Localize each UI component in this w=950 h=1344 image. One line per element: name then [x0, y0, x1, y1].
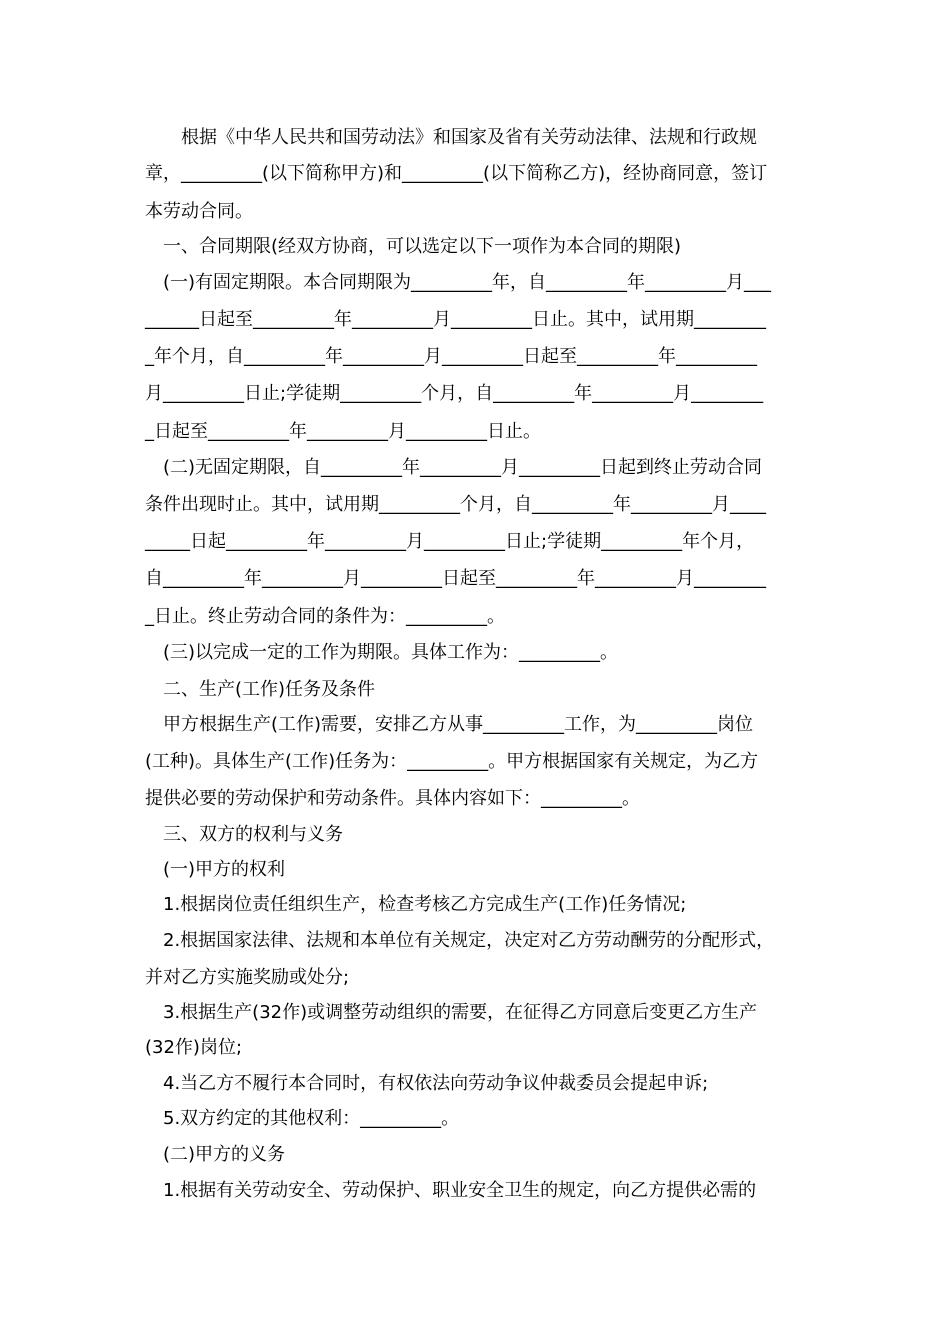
text-line: _____日起_________年_________月_________日止;学徒期_________年个月， — [145, 531, 755, 552]
text-line: 4.当乙方不履行本合同时，有权依法向劳动争议仲裁委员会提起申诉; — [145, 1073, 709, 1094]
text-line: 2.根据国家法律、法规和本单位有关规定，决定对乙方劳动酬劳的分配形式， — [145, 930, 775, 951]
text-line: 月_________日止;学徒期_________个月，自_________年_________月________ — [145, 383, 764, 404]
text-line: 章，_________(以下简称甲方)和_________(以下简称乙方)，经协商同意，签订 — [145, 163, 768, 184]
text-line: 1.根据有关劳动安全、劳动保护、职业安全卫生的规定，向乙方提供必需的 — [145, 1180, 757, 1201]
text-line: 根据《中华人民共和国劳动法》和国家及省有关劳动法律、法规和行政规 — [145, 127, 757, 148]
text-line: (32作)岗位; — [145, 1037, 243, 1058]
text-line: 1.根据岗位责任组织生产，检查考核乙方完成生产(工作)任务情况; — [145, 894, 687, 915]
text-line: 甲方根据生产(工作)需要，安排乙方从事_________工作，为_________岗位 — [145, 714, 754, 735]
subsection-heading: (二)甲方的义务 — [145, 1144, 286, 1165]
text-line: _日止。终止劳动合同的条件为：_________。 — [145, 606, 505, 627]
section-heading: 二、生产(工作)任务及条件 — [145, 679, 376, 700]
text-line: 并对乙方实施奖励或处分; — [145, 967, 350, 988]
text-line: (工种)。具体生产(工作)任务为：_________。甲方根据国家有关规定，为乙方 — [145, 751, 759, 772]
text-line: 3.根据生产(32作)或调整劳动组织的需要，在征得乙方同意后变更乙方生产 — [145, 1002, 758, 1023]
text-line: 本劳动合同。 — [145, 201, 253, 222]
text-line: ______日起至_________年_________月_________日止。其中，试用期________ — [145, 309, 766, 330]
section-heading: 三、双方的权利与义务 — [145, 824, 343, 845]
subsection-heading: (一)甲方的权利 — [145, 859, 286, 880]
text-line: 条件出现时止。其中，试用期_________个月，自_________年_________月____ — [145, 494, 766, 515]
text-line: (三)以完成一定的工作为期限。具体工作为：_________。 — [145, 642, 619, 663]
text-line: _年个月，自_________年_________月_________日起至_________年_________ — [145, 346, 757, 367]
text-line: 自_________年_________月_________日起至_________年_________月________ — [145, 568, 766, 589]
text-line: 提供必要的劳动保护和劳动条件。具体内容如下：_________。 — [145, 788, 640, 809]
text-line: (一)有固定期限。本合同期限为_________年，自_________年_________月___ — [145, 272, 772, 293]
text-line: (二)无固定期限，自_________年_________月_________日起到终止劳动合同 — [145, 457, 763, 478]
section-heading: 一、合同期限(经双方协商，可以选定以下一项作为本合同的期限) — [145, 236, 682, 257]
text-line: _日起至_________年_________月_________日止。 — [145, 421, 541, 442]
text-line: 5.双方约定的其他权利：_________。 — [145, 1108, 460, 1129]
